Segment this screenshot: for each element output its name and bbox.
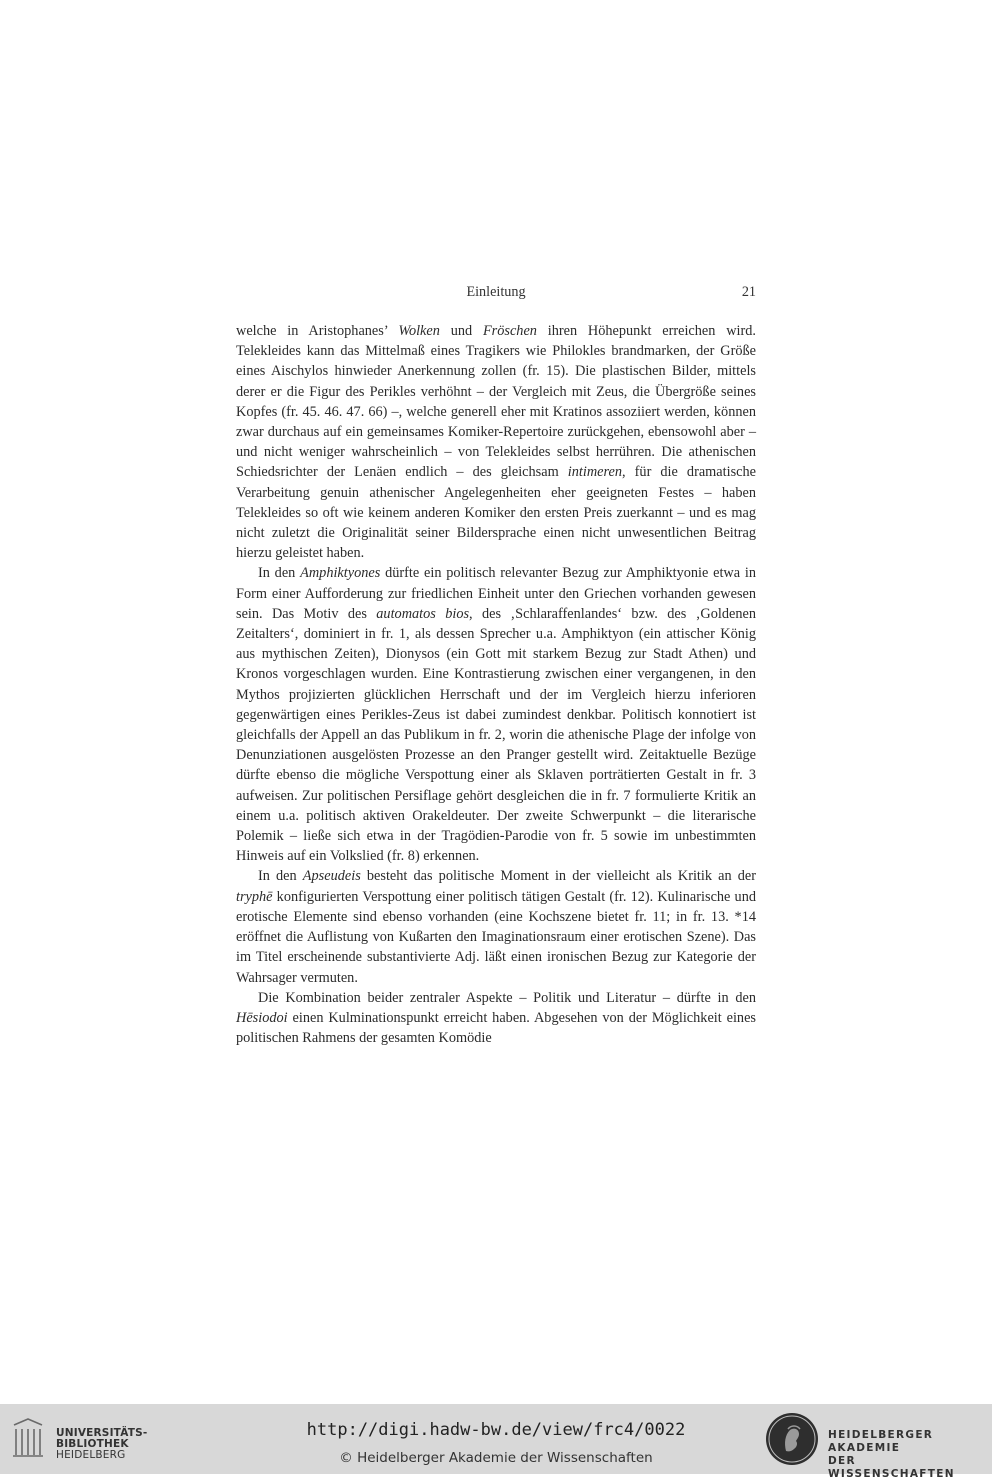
- footer-bar: [0, 1404, 992, 1480]
- text-run: In den: [258, 868, 303, 885]
- text-run: welche in Aristophanes’: [236, 323, 399, 339]
- paragraph: [236, 988, 756, 1049]
- university-library-name: [56, 1428, 147, 1461]
- source-url-link[interactable]: http://digi.hadw-bw.de/view/frc4/0022: [306, 1420, 686, 1440]
- text-run: Die Kombination beider zentraler Aspekte – Politik und Literatur – dürfte in den: [258, 989, 756, 1006]
- text-run: und: [439, 323, 483, 339]
- italic-term: tryphē: [236, 888, 273, 905]
- italic-term: intimeren: [567, 464, 623, 481]
- italic-term: Fröschen: [482, 323, 537, 339]
- library-building-icon: [10, 1415, 46, 1459]
- copyright-notice: © Heidelberger Akademie der Wissenschaften: [339, 1450, 653, 1466]
- italic-term: Amphiktyones: [300, 565, 381, 582]
- library-line-2: BIBLIOTHEK: [56, 1438, 129, 1450]
- academy-logo[interactable]: [766, 1413, 986, 1480]
- text-run: konfigurierten Verspottung einer politisch tätigen Gestalt (fr. 12). Kulinarische und erotische Elemente sind ebenso vorhanden (eine Kochszene bietet fr. 11; in fr. 13. *14 eröffnet die Auflistung von Kußarten den Imaginationsraum einer erotischen Szene). Das im Titel erscheinende substantivierte Adj. läßt einen ironischen Bezug zur Kategorie der Wahrsager vermuten.: [236, 888, 756, 986]
- text-run: ihren Höhepunkt erreichen wird. Telekleides kann das Mittelmaß eines Tragikers wie Philokles brandmarken, der Größe eines Aischylos hinwieder Anerkennung zollen (fr. 15). Die plastischen Bilder, mittels derer er die Figur des Perikles verhöhnt – der Vergleich mit Zeus, die Übergröße seines Kopfes (fr. 45. 46. 47. 66) –, welche generell eher mit Kratinos assoziiert werden, können zwar durchaus auf ein gemeinsames Komiker-Repertoire zurückgehen, ebensowohl aber – und nicht weniger wahrscheinlich – von Telekleides selbst herrühren. Die athenischen Schiedsrichter der Lenäen endlich – des gleichsam: [236, 323, 756, 481]
- italic-term: automatos bios: [376, 605, 470, 622]
- text-run: In den: [258, 565, 301, 582]
- italic-term: Apseudeis: [302, 868, 361, 885]
- library-line-1: UNIVERSITÄTS-: [56, 1427, 148, 1439]
- running-head-title: Einleitung: [466, 284, 526, 300]
- text-run: einen Kulminationspunkt erreicht haben. Abgesehen von der Möglichkeit eines politischen Rahmens der gesamten Komödie: [236, 1009, 756, 1047]
- paragraph: [236, 563, 756, 866]
- text-run: , für die dramatische Verarbeitung genuin athenischer Angelegenheiten eher geeigneten Festes – haben Telekleides so oft wie keinem anderen Komiker den ersten Preis zuerkannt – und es mag nicht zuletzt die Originalität seiner Bildersprache einen nicht unwesentlichen Beitrag hierzu geleistet haben.: [236, 464, 756, 562]
- italic-term: Wolken: [398, 323, 440, 339]
- academy-line-1: HEIDELBERGER AKADEMIE: [828, 1429, 934, 1454]
- body-text: [236, 321, 756, 1048]
- university-library-logo[interactable]: [10, 1415, 148, 1463]
- paragraph: [236, 321, 756, 563]
- italic-term: Hēsiodoi: [236, 1009, 288, 1026]
- academy-name: [828, 1429, 986, 1481]
- academy-line-2: DER WISSENSCHAFTEN: [828, 1455, 955, 1480]
- text-run: , des ‚Schlaraffenlandes‘ bzw. des ‚Goldenen Zeitalters‘, dominiert in fr. 1, als dessen Sprecher u.a. Amphiktyon (ein attischer König aus mythischen Zeiten), Dionysos (ein Gott mit starkem Bezug zur Stadt Athen) und Kronos vorgeschlagen wurden. Eine Kontrastierung zwischen einer vergangenen, in den Mythos projizierten glücklichen Herrschaft und der im Vergleich hierzu inferioren gegenwärtigen eines Perikles-Zeus ist dabei zumindest denkbar. Politisch konnotiert ist gleichfalls der Appell an das Publikum in fr. 2, worin die athenische Plage der infolge von Denunziationen ausgelösten Prozesse an den Pranger gestellt wird. Zeitaktuelle Bezüge dürfte ebenso die mögliche Verspottung einer als Sklaven porträtierten Gestalt in fr. 3 aufweisen. Zur politischen Persiflage gehört desgleichen die in fr. 7 formulierte Kritik an einem u.a. politisch aktiven Orakeldeuter. Der zweite Schwerpunkt – die literarische Polemik – ließe sich etwa in der Tragödien-Parodie von fr. 5 sowie im unbestimmten Hinweis auf ein Volkslied (fr. 8) erkennen.: [236, 605, 756, 865]
- text-run: besteht das politische Moment in der vielleicht als Kritik an der: [360, 868, 757, 885]
- running-head: [236, 284, 756, 302]
- library-line-3: HEIDELBERG: [56, 1449, 126, 1461]
- academy-seal-icon: [766, 1413, 818, 1465]
- text-run: dürfte ein politisch relevanter Bezug zur Amphiktyonie etwa in Form einer Aufforderung zur friedlichen Einheit unter den Griechen vorhanden gewesen sein. Das Motiv des: [236, 565, 756, 622]
- page-number: 21: [741, 284, 756, 300]
- paragraph: [236, 866, 756, 987]
